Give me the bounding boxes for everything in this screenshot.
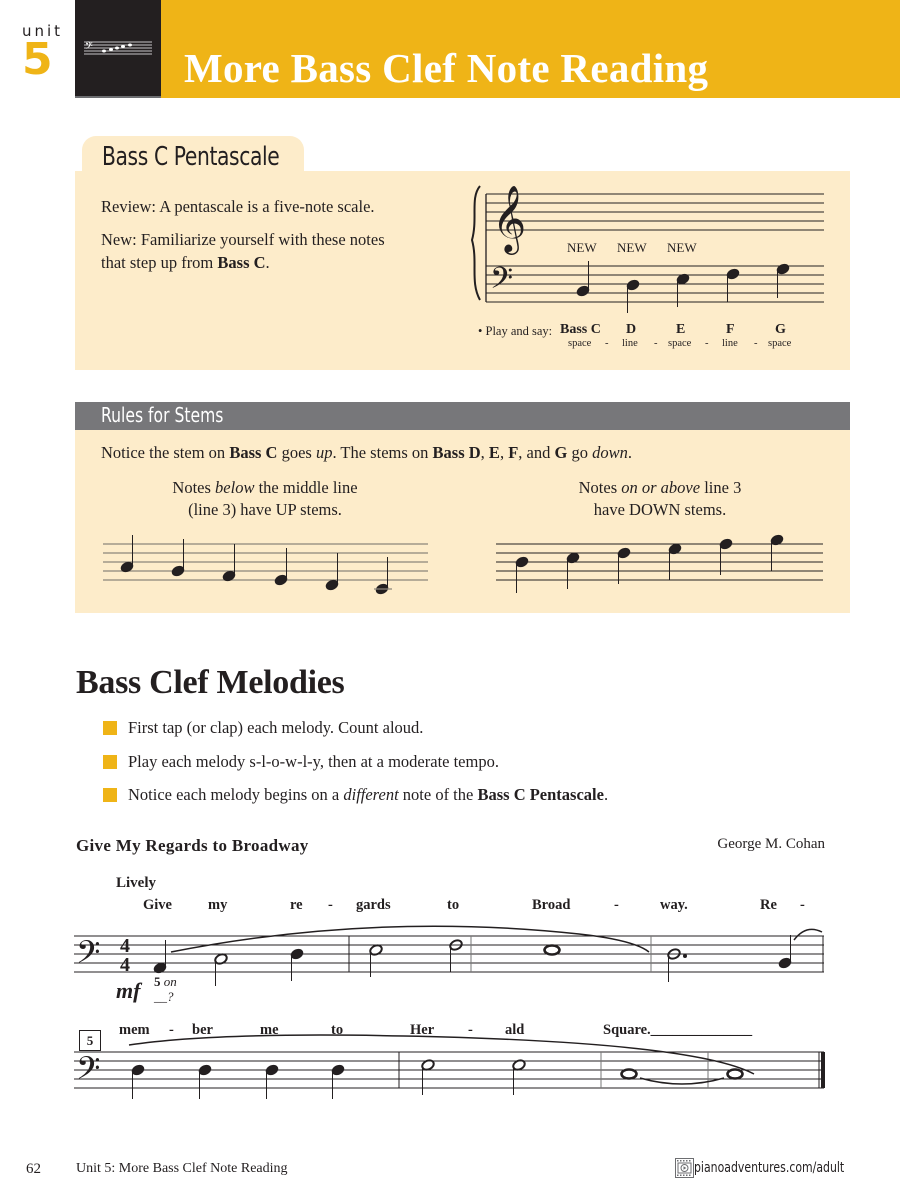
stems-intro	[101, 441, 632, 464]
pentascale-title: Bass C Pentascale	[102, 142, 280, 172]
note-type-d: line	[622, 338, 638, 349]
mini-bass-staff-icon	[84, 40, 152, 56]
bass-clef-icon: 𝄢	[76, 1050, 101, 1094]
t: ,	[480, 443, 489, 462]
tempo-marking: Lively	[116, 875, 156, 891]
page-title: More Bass Clef Note Reading	[184, 45, 709, 91]
lyric: way.	[660, 897, 688, 913]
t: .	[603, 785, 609, 804]
t: .	[627, 443, 632, 462]
b: Bass C Pentascale	[477, 785, 604, 804]
svg-text:𝄢: 𝄢	[85, 40, 93, 54]
i: different	[343, 785, 399, 804]
lyric: -	[328, 897, 333, 913]
new-text-line2-prefix: that step up from	[101, 253, 218, 272]
lyric: Give	[143, 897, 172, 913]
running-title: Unit 5: More Bass Clef Note Reading	[76, 1161, 288, 1176]
unit-label: unit	[22, 22, 64, 40]
composer: George M. Cohan	[717, 836, 825, 852]
treble-clef-icon: 𝄞	[492, 184, 527, 252]
time-sig-bottom: 4	[120, 954, 130, 976]
brace-icon	[472, 186, 480, 300]
dynamic-marking: mf	[116, 978, 141, 1003]
page-number: 62	[26, 1161, 41, 1177]
video-icon[interactable]	[675, 1158, 694, 1178]
dash-2: -	[654, 338, 658, 349]
measure-number: 5	[79, 1030, 101, 1051]
fingering-hint	[154, 974, 177, 1004]
note-type-e: space	[668, 338, 692, 349]
i: below	[215, 478, 255, 497]
bullet-text-3	[128, 785, 608, 805]
lyric: Square.______________	[603, 1022, 753, 1038]
up-stems-caption	[125, 477, 405, 521]
new-text-line1: New: Familiarize yourself with these notes	[101, 230, 385, 249]
down-stems-caption	[520, 477, 800, 521]
t: Notice each melody begins on a	[128, 785, 344, 804]
lyric: Broad	[532, 897, 571, 913]
music-system-1	[74, 920, 830, 1000]
new-label-1: NEW	[567, 240, 597, 255]
lyric: to	[331, 1022, 344, 1038]
time-sig-top: 4	[120, 935, 130, 957]
note-name-c: Bass C	[560, 322, 601, 337]
t: have DOWN stems.	[593, 500, 727, 519]
b: Bass D	[432, 443, 481, 462]
b: F	[508, 443, 519, 462]
note-name-f: F	[726, 322, 735, 337]
bullet-icon	[103, 788, 117, 802]
note-type-g: space	[768, 338, 792, 349]
fingering-top: 5 on	[154, 974, 177, 989]
lyric: re	[290, 897, 303, 913]
i: down	[592, 443, 628, 462]
up-stems-staff	[100, 530, 430, 600]
new-text	[101, 228, 385, 274]
t: note of the	[398, 785, 478, 804]
dash-3: -	[705, 338, 709, 349]
dash-4: -	[754, 338, 758, 349]
note-type-f: line	[722, 338, 738, 349]
t: the middle line	[254, 478, 358, 497]
period: .	[265, 253, 270, 272]
t: Notes	[578, 478, 622, 497]
down-stems-staff	[496, 530, 826, 600]
t: Notes	[172, 478, 216, 497]
new-label-2: NEW	[617, 240, 647, 255]
lyric: -	[169, 1022, 174, 1038]
grand-staff	[466, 178, 836, 308]
lyric: ald	[505, 1022, 525, 1038]
t: (line 3) have UP stems.	[188, 500, 342, 519]
bullet-icon	[103, 721, 117, 735]
bass-c-bold: Bass C	[217, 253, 266, 272]
note-name-g: G	[775, 322, 786, 337]
song-title: Give My Regards to Broadway	[76, 836, 309, 855]
t: Notice the stem on	[101, 443, 230, 462]
lyric: ber	[192, 1022, 213, 1038]
lyric: mem	[119, 1022, 150, 1038]
lyric: Her	[410, 1022, 435, 1038]
fingering-bottom: __?	[154, 989, 174, 1004]
i: on or above	[621, 478, 701, 497]
t: go	[567, 443, 593, 462]
t: goes	[277, 443, 316, 462]
lyric: gards	[356, 897, 391, 913]
bass-clef-icon: 𝄢	[490, 262, 514, 303]
bass-clef-icon: 𝄢	[76, 934, 101, 978]
t: line 3	[700, 478, 742, 497]
melodies-heading: Bass Clef Melodies	[76, 664, 345, 701]
b: E	[488, 443, 500, 462]
t: . The stems on	[332, 443, 433, 462]
note-type-c: space	[568, 338, 592, 349]
dash-1: -	[605, 338, 609, 349]
bullet-text-1: First tap (or clap) each melody. Count aloud.	[128, 718, 424, 737]
lyric: -	[800, 897, 805, 913]
bullet-icon	[103, 755, 117, 769]
t: ,	[499, 443, 509, 462]
unit-number: 5	[22, 34, 53, 85]
b: Bass C	[229, 443, 278, 462]
website-link[interactable]: pianoadventures.com/adult	[694, 1160, 845, 1176]
play-and-say-label: • Play and say:	[478, 324, 553, 338]
note-name-d: D	[626, 322, 637, 337]
lyric: Re	[760, 897, 777, 913]
music-system-2	[74, 1040, 830, 1110]
stems-title: Rules for Stems	[101, 403, 224, 427]
t: , and	[518, 443, 555, 462]
lyric: me	[260, 1022, 279, 1038]
review-text: Review: A pentascale is a five-note scale.	[101, 197, 375, 216]
lyric: my	[208, 897, 228, 913]
b: G	[554, 443, 568, 462]
new-label-3: NEW	[667, 240, 697, 255]
lyric: to	[447, 897, 460, 913]
i: up	[315, 443, 333, 462]
lyric: -	[468, 1022, 473, 1038]
bullet-text-2: Play each melody s-l-o-w-l-y, then at a moderate tempo.	[128, 752, 499, 771]
lyric: -	[614, 897, 619, 913]
note-name-e: E	[676, 322, 686, 337]
